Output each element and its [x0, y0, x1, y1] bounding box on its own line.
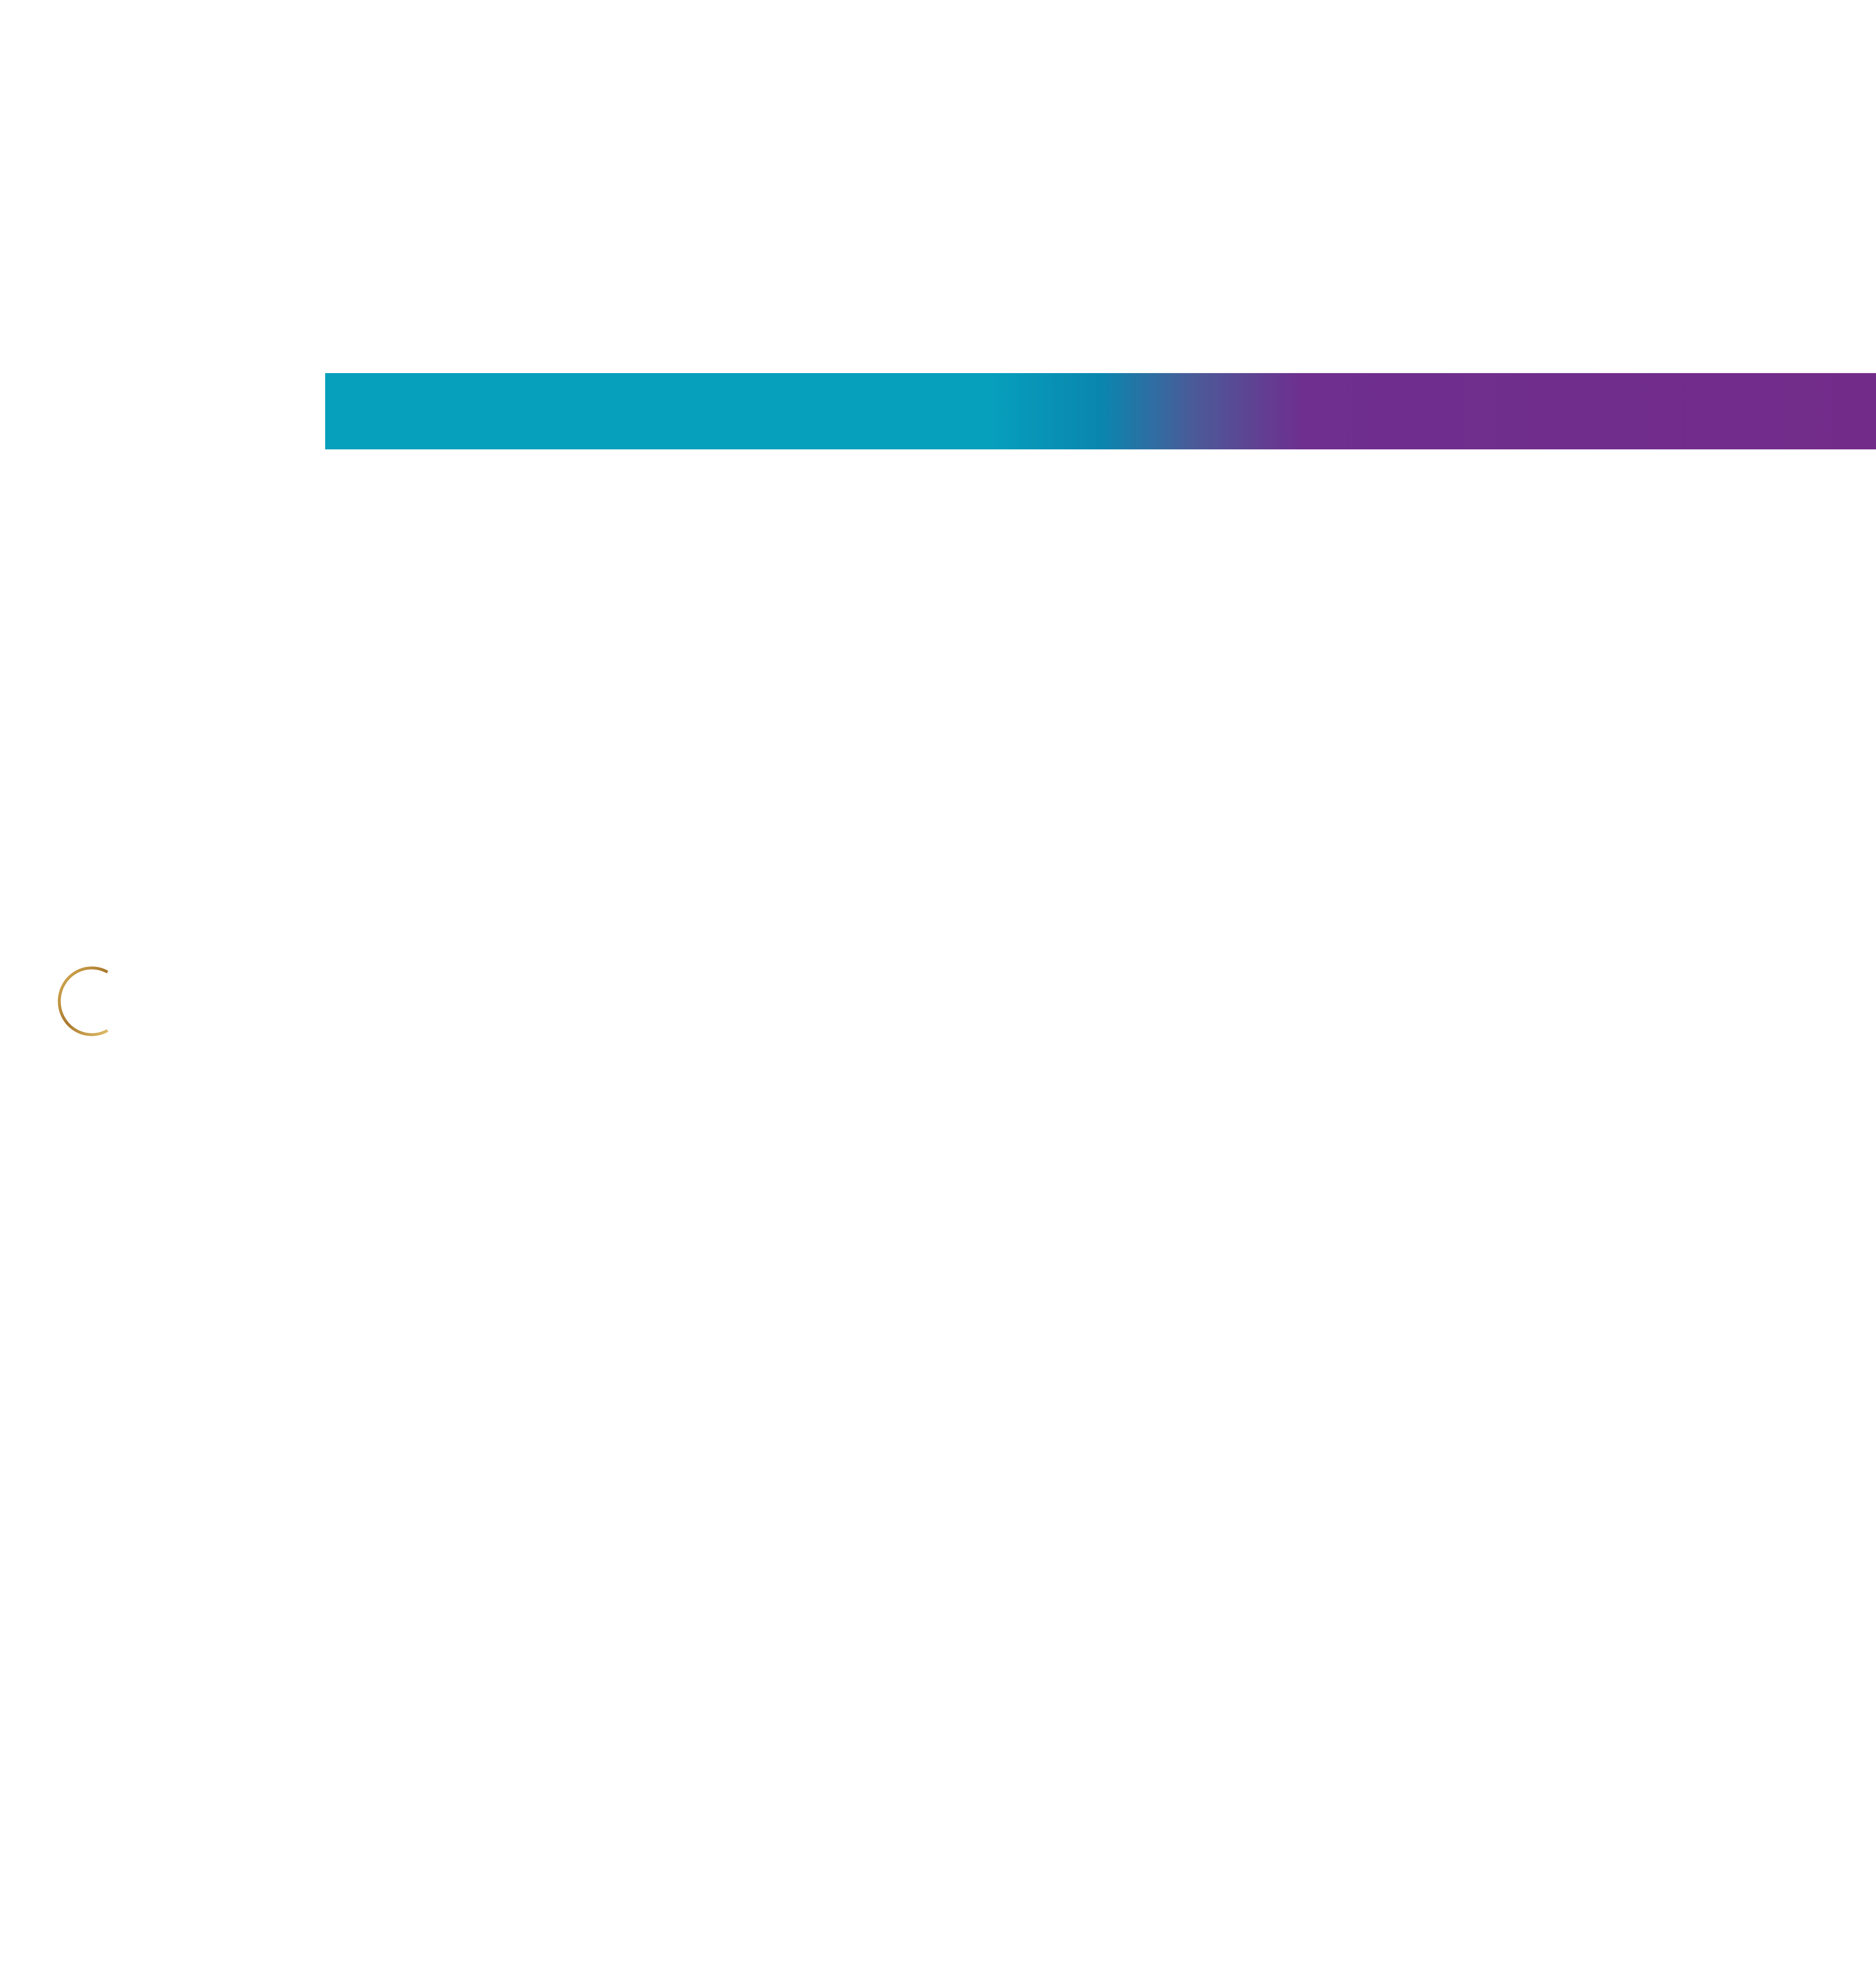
- tier-header-bar: [325, 373, 1876, 449]
- club-48-logo: [58, 959, 291, 1042]
